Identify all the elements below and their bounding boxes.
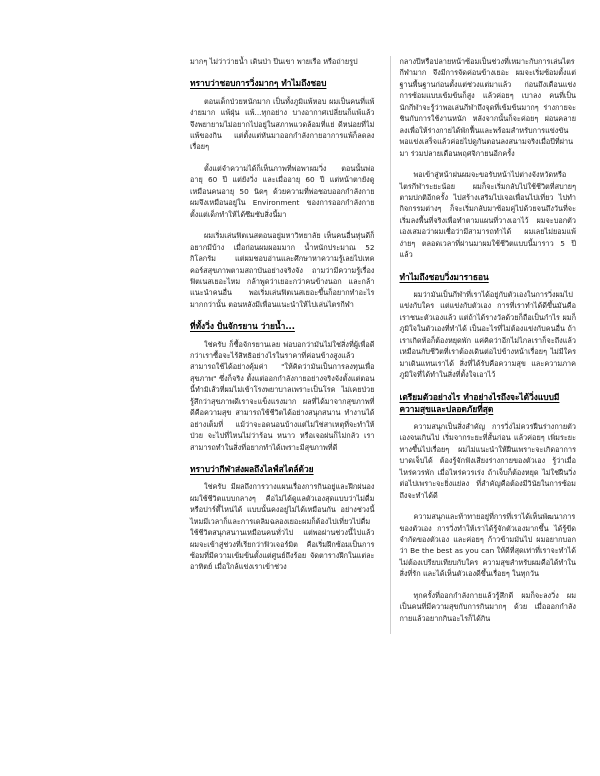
question-heading: เตรียมตัวอย่างไร ทำอย่างไรถึงจะได้วิ่งแบบมีความสุขและปลอดภัยที่สุด	[399, 391, 560, 414]
article-columns	[190, 56, 576, 634]
paragraph: ตั้งแต่จำความได้ก็เห็นภาพที่พ่อพาผมวิ่ง ตอนนั้นพ่ออายุ 60 ปี แต่ยังวิ่ง และเมื่ออายุ 60 ปี แต่หน้าตายังดูเหมือนคนอายุ 50 นิดๆ ด้วยความที่พ่อชอบออกกำลังกายผมจึงเหมือนอยู่ใน Environment ของการออกกำลังกายตั้งแต่เด็กทำให้ได้ซึมซับสิ่งนี้มา	[190, 163, 375, 219]
paragraph: ผมว่ามันเป็นกีฬาที่เราได้อยู่กับตัวเองในการวิ่งผมไปแข่งกับใคร แต่แข่งกับตัวเอง การที่เราทำได้ดีขึ้นมันคือเราชนะตัวเองแล้ว แต่ถ้าได้รางวัลด้วยก็ถือเป็นกำไร ผมก็ภูมิใจในตัวเองที่ทำได้ เป็นอะไรที่ไม่ต้องแข่งกับคนอื่น ถ้าเราเกิดท้อก็ต้องหยุดพัก แค่คิดว่าอีกไม่ไกลเราก็จะถึงแล้ว เหมือนกับชีวิตที่เราต้องเดินต่อไปข้างหน้าเรื่อยๆ ไม่มีใครมาเดินแทนเราได้ สิ่งที่ได้รับคือความสุข และความภาคภูมิใจที่ได้ทำในสิ่งที่ตั้งใจเอาไว้	[399, 289, 576, 380]
question-heading: ทราบว่าชอบการวิ่งมากๆ ทำไมถึงชอบ	[190, 78, 327, 89]
paragraph: ตอนเด็กป่วยหนักมาก เป็นทั้งภูมิแพ้หอบ ผมเป็นคนที่แพ้ง่ายมาก แพ้ฝุ่น แพ้...ทุกอย่าง บางอากาศเปลี่ยนก็แพ้แล้ว จึงพยายามไม่อยากไปอยู่ในสภาพแวดล้อมที่แย่ ดีหน่อยที่ไม่แพ้ของกิน แต่ตั้งแต่หันมาออกกำลังกายอาการแพ้ก็ลดลงเรื่อยๆ	[190, 96, 375, 152]
paragraph: ผมเริ่มเล่นฟิตเนสตอนอยู่มหาวิทยาลัย เห็นคนอื่นหุ่นดีก็อยากมีบ้าง เมื่อก่อนผมผอมมาก น้ำหนักประมาณ 52 กิโลกรัม แต่ผมชอบอ่านและศึกษาหาความรู้เลยไปเทคคอร์สสุขภาพตามสถาบันอย่างจริงจัง ถามว่ามีความรู้เรื่องฟิตเนสเยอะไหม กล้าพูดว่าเยอะกว่าคนข้างนอก และกล้าแนะนำคนอื่น พอเริ่มเล่นฟิตเนสเยอะขึ้นก็อยากทำอะไรมากกว่านั้น ตอนหลังมีเพื่อนแนะนำให้ไปเล่นไตรกีฬา	[190, 231, 375, 309]
paragraph: ความสนุกเป็นสิ่งสำคัญ การวิ่งไม่ควรฝืนร่างกายตัวเองจนเกินไป เริ่มจากระยะที่สั้นก่อน แล้วค่อยๆ เพิ่มระยะทางขึ้นไปเรื่อยๆ ผมไม่แนะนำให้ฝืนเพราะจะเกิดอาการบาดเจ็บได้ ต้องรู้จักฟังเสียงร่างกายของตัวเอง รู้ว่าเมื่อไหร่ควรพัก เมื่อไหร่ควรเร่ง ถ้าเจ็บก็ต้องหยุด ไม่ใช่ฝืนวิ่งต่อไปเพราะจะยิ่งแย่ลง ที่สำคัญคือต้องมีวินัยในการซ้อม ถึงจะทำได้ดี	[399, 421, 576, 500]
paragraph: ทุกครั้งที่ออกกำลังกายแล้วรู้สึกดี ผมก็จะลงวิ่ง ผมเป็นคนที่มีความสุขกับการกินมากๆ ด้วย เมื่อออกกำลังกายแล้วอยากกินอะไรก็ได้กิน	[399, 590, 576, 623]
question-heading: ทำไมถึงชอบวิ่งมาราธอน	[399, 271, 489, 282]
right-column	[390, 56, 576, 634]
paragraph: ความสนุกและท้าทายอยู่ที่การที่เราได้เห็นพัฒนาการของตัวเอง การวิ่งทำให้เราได้รู้จักตัวเองมากขึ้น ได้รู้ขีดจำกัดของตัวเอง และค่อยๆ ก้าวข้ามมันไป ผมอยากบอกว่า Be the best as you can ให้ดีที่สุดเท่าที่เราจะทำได้ ไม่ต้องเปรียบเทียบกับใคร ความสุขสำหรับผมคือได้ทำในสิ่งที่รัก และได้เห็นตัวเองดีขึ้นเรื่อยๆ ในทุกวัน	[399, 512, 576, 579]
question-heading: ที่ทั้งวิ่ง ปั่นจักรยาน ว่ายน้ำ...	[190, 321, 295, 332]
question-heading: ทราบว่ากีฬาส่งผลถึงไลฟ์สไตล์ด้วย	[190, 464, 314, 475]
paragraph: ใช่ครับ มีผลถึงการวางแผนเรื่องการกินอยู่และฝึกฝนอง ผมใช้ชีวิตแบบกลางๆ คือไม่ได้ดูแลตัวเองสุดแบบว่าไม่ดื่มหรือปาร์ตี้ไหน่ได้ แบบนั้นคงอยู่ไม่ได้เหมือนกัน อย่างช่วงนี้ไหมมีเวลาก็และการเดลิมฉลองเยอะผมก็ต้องไปเที่ยวไปดื่ม ใช้ชีวิตสนุกสนานเหมือนคนทั่วไป แต่พอผ่านช่วงนี้ไปแล้วผมจะเข้าสู่ช่วงที่เรียกว่าฟิวเจอร์มิต คือเริ่มฝึกซ้อมเป็นการซ้อมที่มีความเข้มข้นตั้งแต่ศูนย์ถึงร้อย จัดตารางฝึกในแต่ละอาทิตย์ เมื่อใกล้แข่งเราเข้าช่วง	[190, 482, 375, 572]
paragraph: มากๆ ไม่ว่าว่ายน้ำ เดินป่า ปีนเขา พายเรือ หรือถ่ายรูป	[190, 57, 358, 66]
paragraph: ใช่ครับ ก็ซื้อจักรยานเลย พ่อบอกว่ามันไม่ใช่สิ่งที่ผู้เพื่อดีกว่าเราซื้อจะไร้สิทธิอย่างไรในราคาที่ค่อนข้างสูงแล้วสามารถใช้ได้อย่างคุ้มค่า "ให้คิดว่ามันเป็นการลงทุนเพื่อสุขภาพ" ซึ่งก็จริง ตั้งแต่ออกกำลังกายอย่างจริงจังตั้งแต่ตอนนี้ทำมิเส้วที่ผมไม่เข้าโรงพยาบาลเพราะเป็นโรค ไม่เคยป่วย รู้สึกว่าสุขภาพดีเราจะแข็งแรงมาก ผลที่ได้มาจากสุขภาพที่ดีคือความสุข สามารถใช้ชีวิตได้อย่างสนุกสนาน ทำงานได้อย่างเต็มที่ แม้ว่าจะอดนอนบ้างแต่ไม่ใช่สาเหตุที่จะทำให้ป่วย จะไปที่ไหนไม่ว่าร้อน หนาว หรือเจอฝนก็ไม่กลัว เราสามารถทำในสิ่งที่อยากทำได้เพราะมีสุขภาพที่ดี	[190, 339, 375, 452]
paragraph: พอเข้าสู่หน้าฝนผมจะขอรับหน้าไปต่างจังหวัดหรือไตรกีฬาระยะน้อย ผมก็จะเริ่มกลับไปใช้ชีวิตที่สบายๆ ตามปกติอีกครั้ง ไปสร้างเสริมไปเจอเพื่อนไปเที่ยว ไปทำกิจกรรมต่างๆ ก็จะเริ่มกลับมาซ้อมคู่ไปด้วยจนถึงวันที่จะเริ่มลงพื้นที่จริงเพื่อทำตามแผนที่วางเอาไว้ ผมจะบอกตัวเองเสมอว่าผมเชื่อว่ามีสามารถทำได้ ผมเลยไม่ยอมแพ้ง่ายๆ ตลอดเวลาที่ผ่านมาผมใช้ชีวิตแบบนี้มาราว 5 ปีแล้ว	[399, 170, 576, 260]
left-column	[190, 56, 374, 634]
paragraph: กลางปีหรือปลายหน้าซ้อมเป็นช่วงที่เหมาะกับการเล่นไตรกีฬามาก จึงมีการจัดค่อนข้างเยอะ ผมจะเริ่มซ้อมตั้งแต่ฐานพื้นฐานก่อนตั้งแต่ช่วงแต่มาแล้ว ก่อนถึงเดือนแข่งการซ้อมแบบเข้มข้นก็สูง แล้วค่อยๆ เบาลง คนที่เป็นนักกีฬาจะรู้ว่าพอเล่นกีฬาถึงจุดที่เข้มข้นมากๆ ร่างกายจะชินกับการใช้งานหนัก หลังจากนั้นก็จะค่อยๆ ผ่อนคลายลงเพื่อให้ร่างกายได้พักฟื้นและพร้อมสำหรับการแข่งขัน พอแข่งเสร็จแล้วค่อยไปดูกันตอนลงสนามจริงเมื่อปีที่ผ่านมา ร่วมปลายเดือนพฤศจิกายนอีกครั้ง	[399, 57, 576, 158]
